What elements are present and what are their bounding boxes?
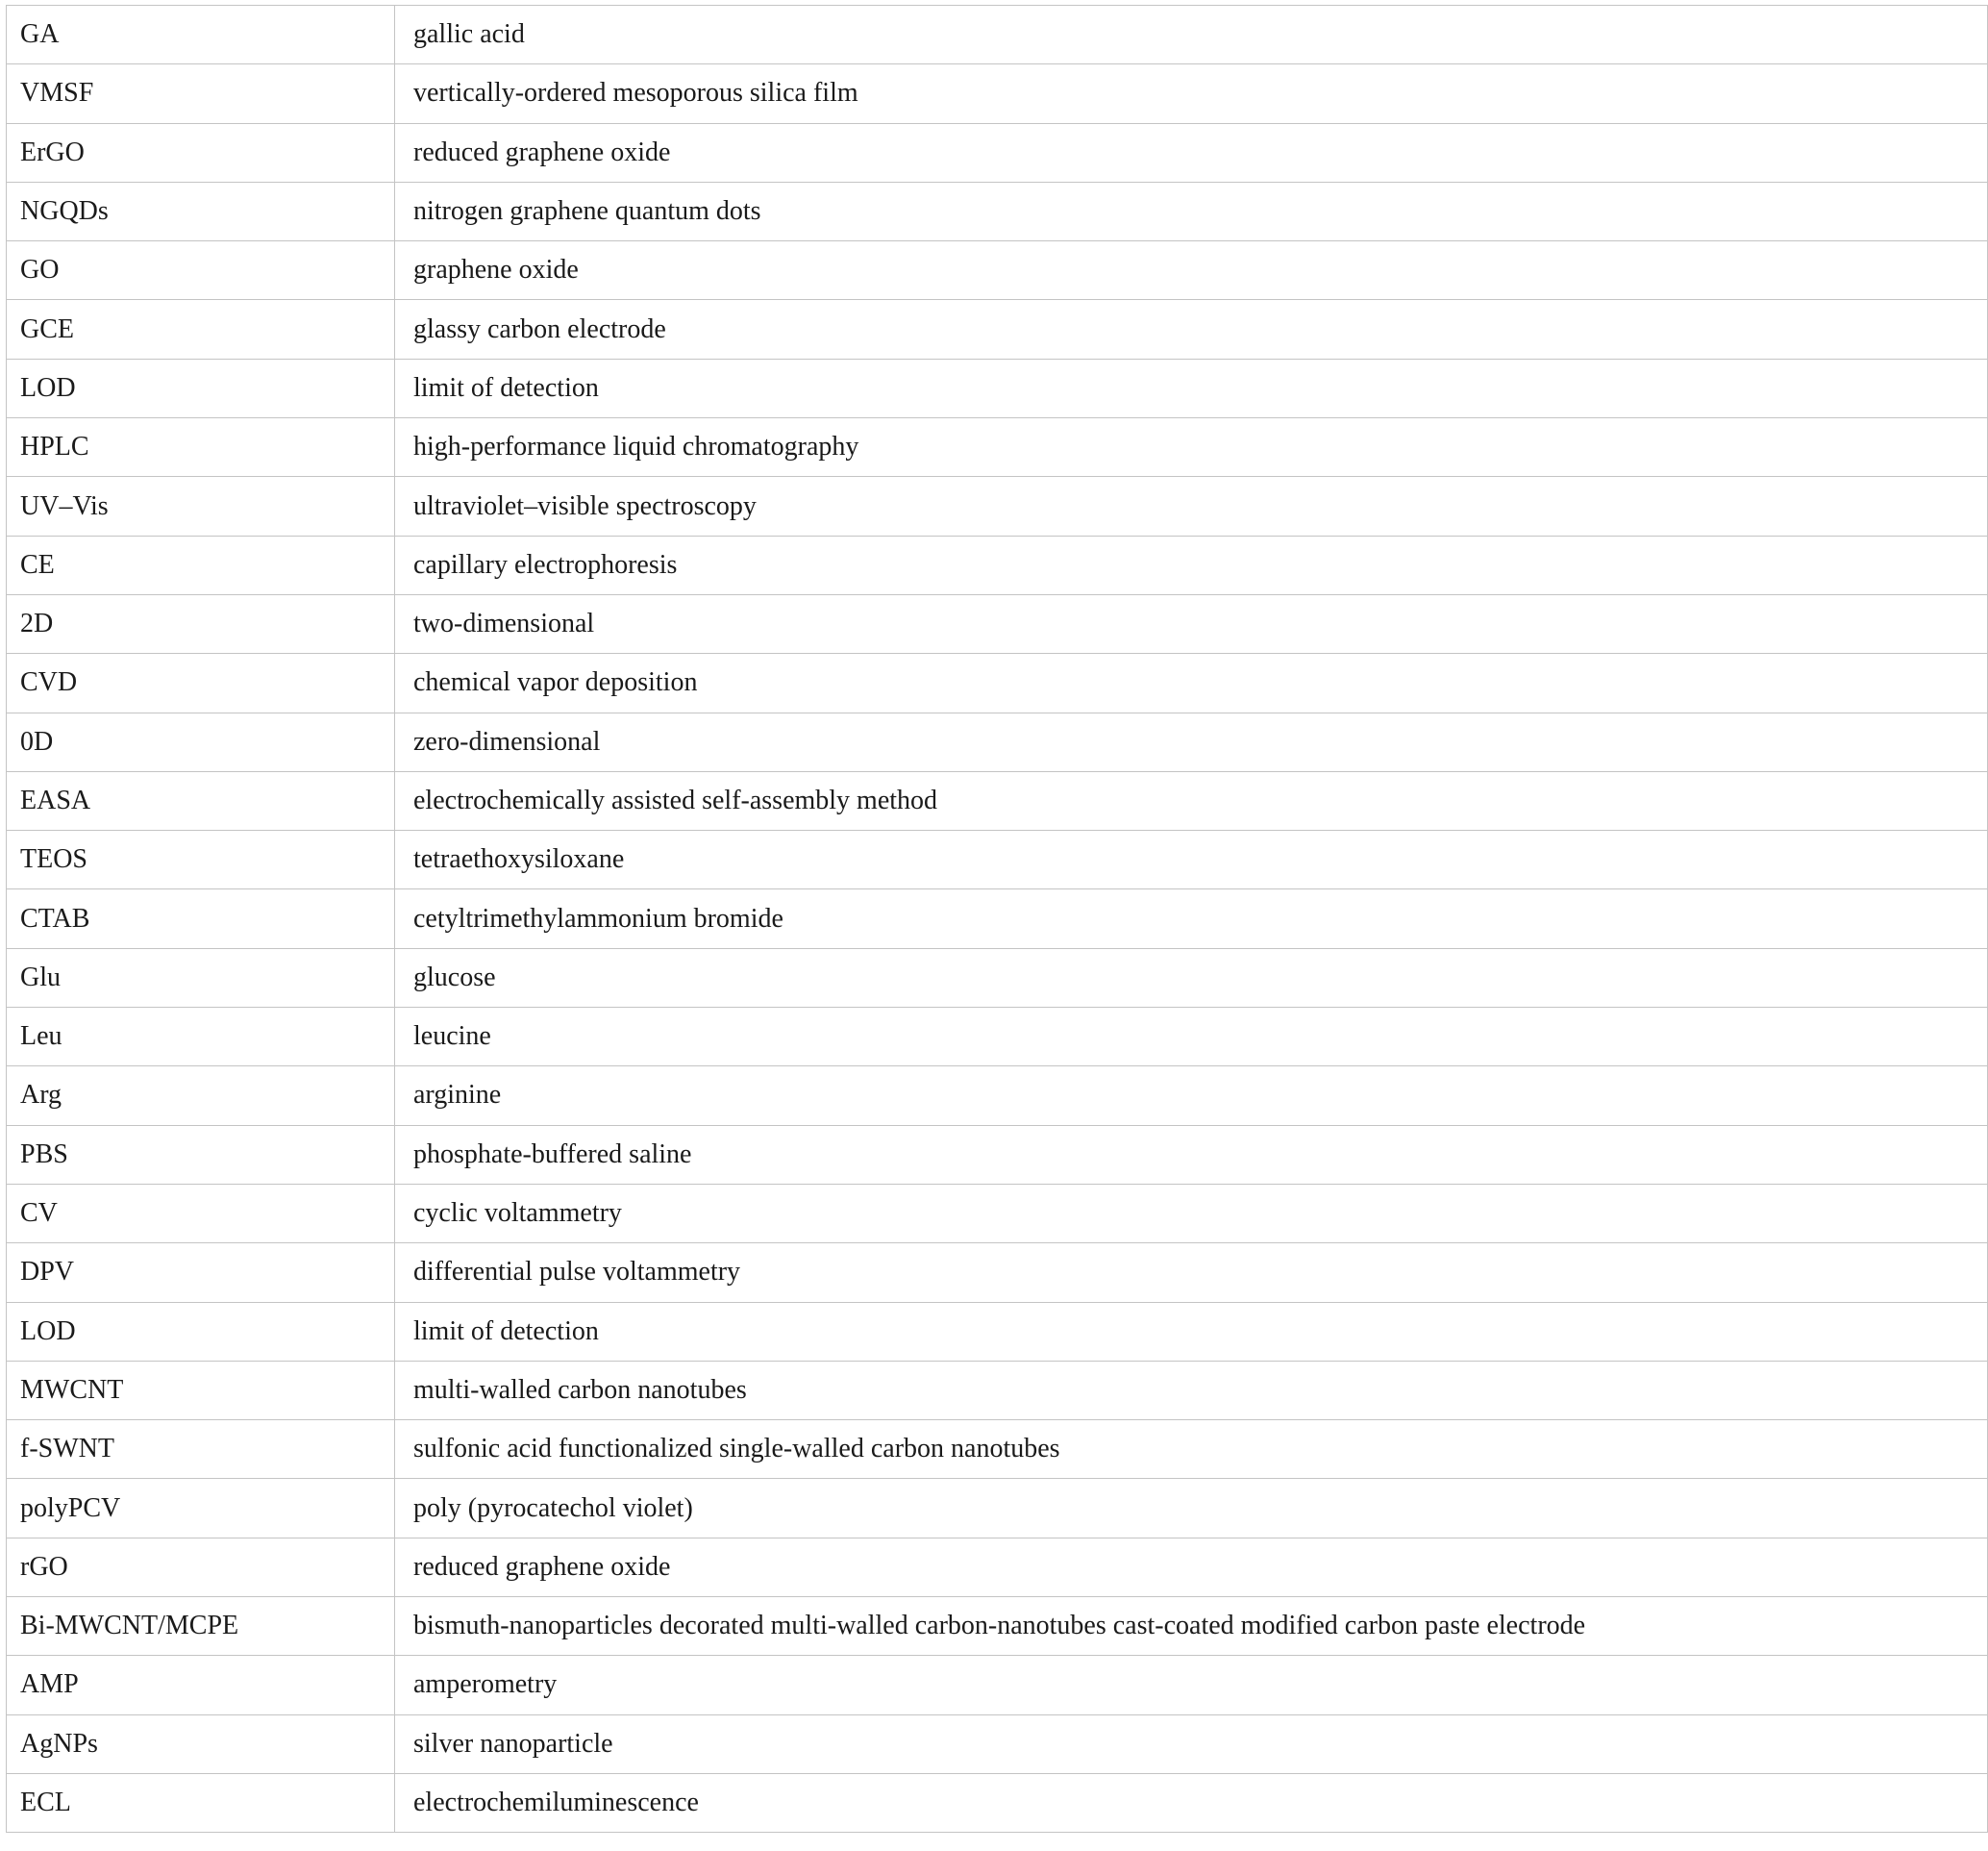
definition-cell: glucose	[395, 948, 1988, 1007]
table-row	[7, 241, 1988, 300]
definition-cell: chemical vapor deposition	[395, 654, 1988, 713]
definition-cell: electrochemically assisted self-assembly method	[395, 771, 1988, 830]
definition-cell: tetraethoxysiloxane	[395, 831, 1988, 889]
abbreviation-cell: CE	[7, 536, 395, 594]
table-row	[7, 1538, 1988, 1596]
definition-cell: nitrogen graphene quantum dots	[395, 182, 1988, 240]
table-row	[7, 182, 1988, 240]
definition-cell: multi-walled carbon nanotubes	[395, 1361, 1988, 1419]
table-row	[7, 300, 1988, 359]
definition-cell: vertically-ordered mesoporous silica film	[395, 64, 1988, 123]
abbreviation-cell: ErGO	[7, 123, 395, 182]
definition-cell: phosphate-buffered saline	[395, 1125, 1988, 1184]
table-row	[7, 477, 1988, 536]
table-row	[7, 1125, 1988, 1184]
definition-cell: glassy carbon electrode	[395, 300, 1988, 359]
abbreviation-cell: LOD	[7, 1302, 395, 1361]
table-row	[7, 1302, 1988, 1361]
definition-cell: silver nanoparticle	[395, 1714, 1988, 1773]
table-row	[7, 771, 1988, 830]
definition-cell: graphene oxide	[395, 241, 1988, 300]
table-row	[7, 1479, 1988, 1538]
definition-cell: cyclic voltammetry	[395, 1184, 1988, 1242]
definition-cell: leucine	[395, 1008, 1988, 1066]
definition-cell: capillary electrophoresis	[395, 536, 1988, 594]
table-row	[7, 536, 1988, 594]
abbreviation-cell: MWCNT	[7, 1361, 395, 1419]
abbreviation-cell: Glu	[7, 948, 395, 1007]
abbreviation-cell: NGQDs	[7, 182, 395, 240]
definition-cell: ultraviolet–visible spectroscopy	[395, 477, 1988, 536]
definition-cell: electrochemiluminescence	[395, 1773, 1988, 1832]
definition-cell: bismuth-nanoparticles decorated multi-walled carbon-nanotubes cast-coated modified carbon paste electrode	[395, 1597, 1988, 1656]
abbreviation-cell: 0D	[7, 713, 395, 771]
abbreviation-cell: CVD	[7, 654, 395, 713]
table-row	[7, 1714, 1988, 1773]
table-row	[7, 64, 1988, 123]
definition-cell: zero-dimensional	[395, 713, 1988, 771]
table-row	[7, 1008, 1988, 1066]
abbreviation-cell: PBS	[7, 1125, 395, 1184]
abbreviations-table-body	[7, 6, 1988, 1833]
table-row	[7, 6, 1988, 64]
abbreviation-cell: AgNPs	[7, 1714, 395, 1773]
definition-cell: sulfonic acid functionalized single-walled carbon nanotubes	[395, 1420, 1988, 1479]
definition-cell: arginine	[395, 1066, 1988, 1125]
definition-cell: poly (pyrocatechol violet)	[395, 1479, 1988, 1538]
abbreviation-cell: polyPCV	[7, 1479, 395, 1538]
definition-cell: high-performance liquid chromatography	[395, 418, 1988, 477]
abbreviation-cell: rGO	[7, 1538, 395, 1596]
table-row	[7, 123, 1988, 182]
definition-cell: reduced graphene oxide	[395, 123, 1988, 182]
abbreviation-cell: TEOS	[7, 831, 395, 889]
abbreviation-cell: GO	[7, 241, 395, 300]
abbreviation-cell: EASA	[7, 771, 395, 830]
definition-cell: reduced graphene oxide	[395, 1538, 1988, 1596]
abbreviation-cell: GA	[7, 6, 395, 64]
table-row	[7, 889, 1988, 948]
table-row	[7, 1656, 1988, 1714]
table-row	[7, 654, 1988, 713]
table-row	[7, 594, 1988, 653]
abbreviation-cell: 2D	[7, 594, 395, 653]
table-row	[7, 1773, 1988, 1832]
table-row	[7, 1243, 1988, 1302]
definition-cell: differential pulse voltammetry	[395, 1243, 1988, 1302]
abbreviation-cell: LOD	[7, 359, 395, 417]
definition-cell: two-dimensional	[395, 594, 1988, 653]
abbreviation-cell: ECL	[7, 1773, 395, 1832]
abbreviation-cell: CV	[7, 1184, 395, 1242]
abbreviation-cell: AMP	[7, 1656, 395, 1714]
table-row	[7, 1066, 1988, 1125]
abbreviation-cell: VMSF	[7, 64, 395, 123]
table-row	[7, 831, 1988, 889]
table-row	[7, 1420, 1988, 1479]
table-row	[7, 713, 1988, 771]
table-row	[7, 1597, 1988, 1656]
abbreviation-cell: f-SWNT	[7, 1420, 395, 1479]
table-row	[7, 1184, 1988, 1242]
definition-cell: limit of detection	[395, 359, 1988, 417]
definition-cell: gallic acid	[395, 6, 1988, 64]
abbreviation-cell: DPV	[7, 1243, 395, 1302]
definition-cell: cetyltrimethylammonium bromide	[395, 889, 1988, 948]
abbreviation-cell: Leu	[7, 1008, 395, 1066]
abbreviation-cell: Bi-MWCNT/MCPE	[7, 1597, 395, 1656]
definition-cell: amperometry	[395, 1656, 1988, 1714]
definition-cell: limit of detection	[395, 1302, 1988, 1361]
abbreviation-cell: UV–Vis	[7, 477, 395, 536]
table-row	[7, 359, 1988, 417]
table-row	[7, 418, 1988, 477]
abbreviations-table	[6, 5, 1988, 1833]
table-row	[7, 1361, 1988, 1419]
table-row	[7, 948, 1988, 1007]
abbreviation-cell: HPLC	[7, 418, 395, 477]
abbreviation-cell: GCE	[7, 300, 395, 359]
abbreviation-cell: CTAB	[7, 889, 395, 948]
abbreviation-cell: Arg	[7, 1066, 395, 1125]
